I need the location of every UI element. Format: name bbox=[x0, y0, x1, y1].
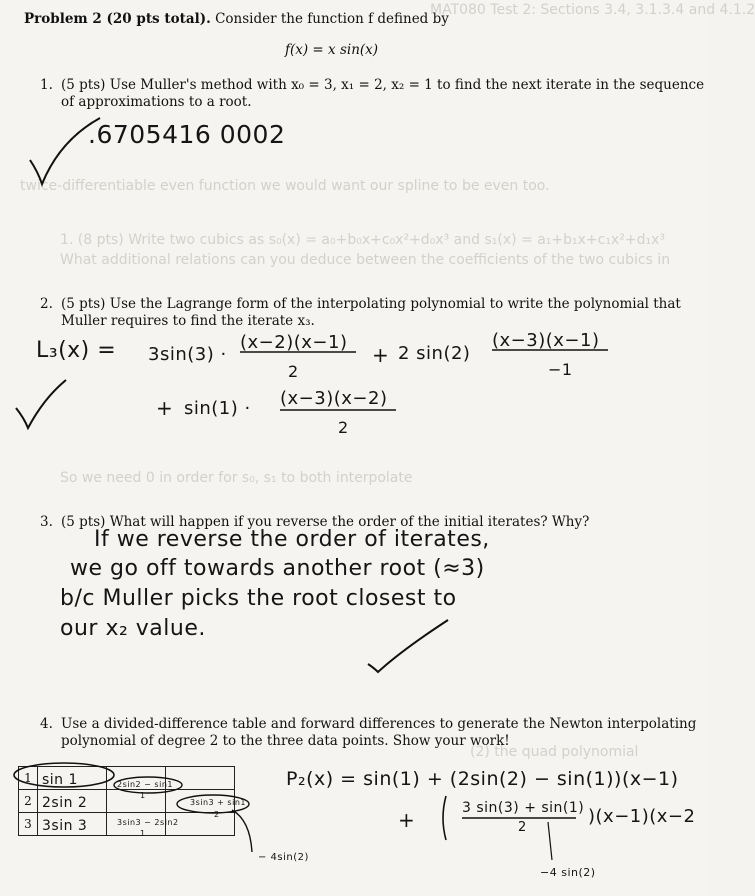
bleed-through-text: MAT080 Test 2: Sections 3.4, 3.1.3.4 and 4.1.2 bbox=[430, 2, 755, 18]
q4-text-line2: polynomial of degree 2 to the three data points. Show your work! bbox=[61, 733, 510, 749]
q3-number: 3. bbox=[40, 514, 53, 530]
problem-intro: Consider the function f defined by bbox=[215, 11, 449, 27]
bleed-through-text: (2) the quad polynomial bbox=[470, 744, 639, 760]
q4-number: 4. bbox=[40, 716, 53, 732]
table-note: − 4sin(2) bbox=[258, 852, 309, 863]
bleed-through-text: What additional relations can you deduce between the coefficients of the two cubics in bbox=[60, 252, 671, 268]
q2-term3-numerator: (x−3)(x−2) bbox=[280, 388, 388, 409]
newton-note-arrow bbox=[548, 822, 552, 860]
q2-term1-numerator: (x−2)(x−1) bbox=[240, 332, 348, 353]
newton-open-paren bbox=[443, 796, 446, 840]
q3-answer-line2: we go off towards another root (≈3) bbox=[70, 556, 485, 581]
row-number: 2 bbox=[19, 790, 38, 813]
q2-term3-denominator: 2 bbox=[338, 418, 349, 437]
q2-term2-coef: 2 sin(2) bbox=[398, 343, 471, 364]
newton-poly-frac-den: 2 bbox=[518, 820, 527, 835]
q3-answer-line4: our x₂ value. bbox=[60, 616, 206, 641]
bleed-through-text: twice-differentiable even function we would want our spline to be even too. bbox=[20, 178, 550, 194]
q2-number: 2. bbox=[40, 296, 53, 312]
q2-text-line2: Muller requires to find the iterate x₃. bbox=[61, 313, 315, 329]
q2-plus-2: + bbox=[156, 396, 174, 420]
q2-term2-denominator: −1 bbox=[548, 360, 573, 379]
newton-poly-plus: + bbox=[398, 808, 416, 832]
newton-poly-line1: P₂(x) = sin(1) + (2sin(2) − sin(1))(x−1) bbox=[286, 768, 679, 790]
note-arrow bbox=[232, 810, 252, 852]
function-definition: f(x) = x sin(x) bbox=[285, 42, 379, 58]
q2-plus-1: + bbox=[372, 343, 390, 367]
circle-diff1 bbox=[114, 777, 182, 793]
checkmark-q3 bbox=[368, 620, 448, 672]
checkmark-q2 bbox=[16, 380, 66, 428]
bleed-through-text: 1. (8 pts) Write two cubics as s₀(x) = a₀+b₀x+c₀x²+d₀x³ and s₁(x) = a₁+b₁x+c₁x²+d₁x³ bbox=[60, 232, 665, 248]
checkmark-q1 bbox=[30, 118, 100, 184]
q3-question: (5 pts) What will happen if you reverse the order of the initial iterates? Why? bbox=[61, 514, 590, 530]
value-2sin2: 2sin 2 bbox=[42, 794, 88, 811]
q1-text-line1: (5 pts) Use Muller's method with x₀ = 3, x₁ = 2, x₂ = 1 to find the next iterate in the sequence bbox=[61, 77, 705, 93]
q2-text-line1: (5 pts) Use the Lagrange form of the interpolating polynomial to write the polynomial that bbox=[61, 296, 681, 312]
bleed-through-text: So we need 0 in order for s₀, s₁ to both interpolate bbox=[60, 470, 413, 486]
newton-note: −4 sin(2) bbox=[540, 866, 596, 879]
q1-number: 1. bbox=[40, 77, 53, 93]
diff1-b: 3sin3 − 2sin2 bbox=[117, 818, 179, 827]
circle-diff2 bbox=[177, 795, 249, 813]
q3-answer-line3: b/c Muller picks the root closest to bbox=[60, 586, 457, 611]
q2-term1-denominator: 2 bbox=[288, 362, 299, 381]
value-sin1: sin 1 bbox=[42, 771, 78, 788]
diff1-b-den: 1 bbox=[140, 829, 146, 838]
newton-poly-tail: )(x−1)(x−2 bbox=[588, 806, 696, 827]
q2-term3-coef: sin(1) · bbox=[184, 398, 251, 419]
circle-sin1 bbox=[14, 763, 114, 787]
q2-lhs: L₃(x) = bbox=[36, 338, 117, 363]
q4-text-line1: Use a divided-difference table and forward differences to generate the Newton interpolating bbox=[61, 716, 697, 732]
problem-title: Problem 2 (20 pts total). bbox=[24, 11, 211, 27]
q2-term1-coef: 3sin(3) · bbox=[148, 344, 227, 365]
diff2: 3sin3 + sin1 bbox=[190, 798, 246, 807]
q1-handwritten-answer: .6705416 0002 bbox=[88, 120, 286, 149]
diff2-den: 2 bbox=[214, 810, 220, 819]
diff1-a: 2sin2 − sin1 bbox=[117, 780, 173, 789]
row-number: 3 bbox=[19, 813, 38, 836]
q1-text-line2: of approximations to a root. bbox=[61, 94, 252, 110]
q2-term2-numerator: (x−3)(x−1) bbox=[492, 330, 600, 351]
row-number: 1 bbox=[19, 767, 38, 790]
newton-poly-frac-num: 3 sin(3) + sin(1) bbox=[462, 800, 585, 816]
diff1-a-den: 1 bbox=[140, 791, 146, 800]
q3-answer-line1: If we reverse the order of iterates, bbox=[94, 527, 490, 552]
value-3sin3: 3sin 3 bbox=[42, 817, 88, 834]
